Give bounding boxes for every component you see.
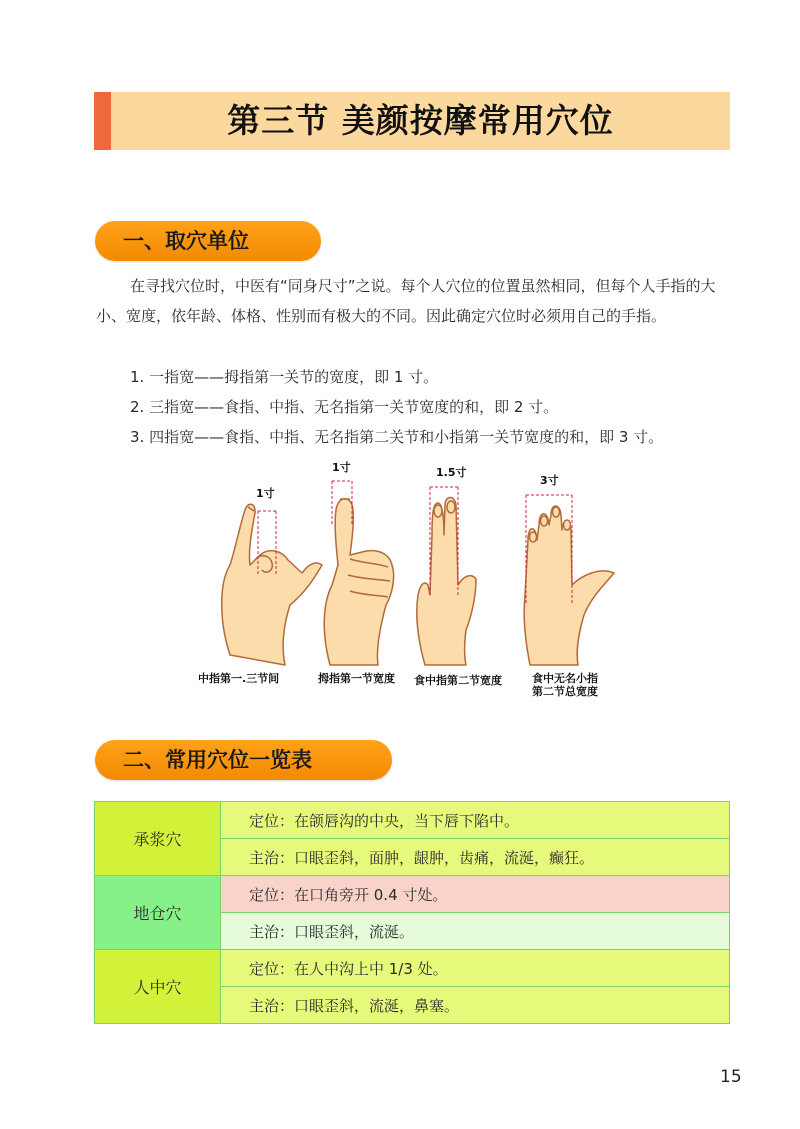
measure-label: 1.5寸	[436, 466, 467, 479]
list-item: 3. 四指宽——食指、中指、无名指第二关节和小指第一关节宽度的和，即 3 寸。	[130, 428, 664, 446]
list-item: 1. 一指宽——拇指第一关节的宽度，即 1 寸。	[130, 368, 439, 386]
intro-paragraph: 在寻找穴位时，中医有“同身尺寸”之说。每个人穴位的位置虽然相同，但每个人手指的大小、宽度，依年龄、体格、性别而有极大的不同。因此确定穴位时必须用自己的手指。	[96, 277, 716, 325]
acupoint-treatment: 主治：口眼歪斜，面肿，龈肿，齿痛，流涎，癫狂。	[221, 839, 730, 876]
measure-label: 3寸	[540, 474, 559, 487]
acupoint-treatment: 主治：口眼歪斜，流涎，鼻塞。	[221, 987, 730, 1024]
acupoint-name: 地仓穴	[95, 876, 221, 950]
list-item: 2. 三指宽——食指、中指、无名指第一关节宽度的和，即 2 寸。	[130, 398, 559, 416]
hand-4-illustration	[524, 506, 614, 665]
hand-caption-line2: 第二节总宽度	[532, 685, 598, 698]
hand-caption: 食中无名小指	[532, 672, 598, 685]
hand-1-illustration	[222, 504, 322, 665]
table-row	[95, 876, 730, 913]
hand-caption: 拇指第一节宽度	[318, 672, 395, 685]
acupoint-treatment: 主治：口眼歪斜，流涎。	[221, 913, 730, 950]
section-heading-acupoints	[95, 740, 392, 780]
acupoint-name: 人中穴	[95, 950, 221, 1024]
hand-3-illustration	[417, 498, 476, 666]
acupoint-location: 定位：在颌唇沟的中央，当下唇下陷中。	[221, 802, 730, 839]
page-title: 第三节 美颜按摩常用穴位	[227, 101, 614, 140]
acupoint-location: 定位：在人中沟上中 1/3 处。	[221, 950, 730, 987]
page-number: 15	[720, 1067, 742, 1087]
section-heading-units	[95, 221, 321, 261]
hand-caption: 食中指第二节宽度	[414, 674, 502, 687]
section-heading-acupoints-label: 二、常用穴位一览表	[123, 748, 312, 772]
section-heading-units-label: 一、取穴单位	[123, 229, 249, 253]
acupoint-name: 承浆穴	[95, 802, 221, 876]
hand-2-illustration	[324, 499, 393, 665]
acupoint-location: 定位：在口角旁开 0.4 寸处。	[221, 876, 730, 913]
table-row	[95, 802, 730, 839]
chapter-title-bar	[94, 92, 730, 150]
measure-label: 1寸	[332, 461, 351, 474]
hand-caption: 中指第一.三节间	[198, 672, 280, 685]
title-accent-bar	[94, 92, 111, 150]
table-row	[95, 950, 730, 987]
hand-figure	[190, 455, 630, 705]
acupoint-table	[94, 801, 730, 1024]
measure-label: 1寸	[256, 487, 275, 500]
